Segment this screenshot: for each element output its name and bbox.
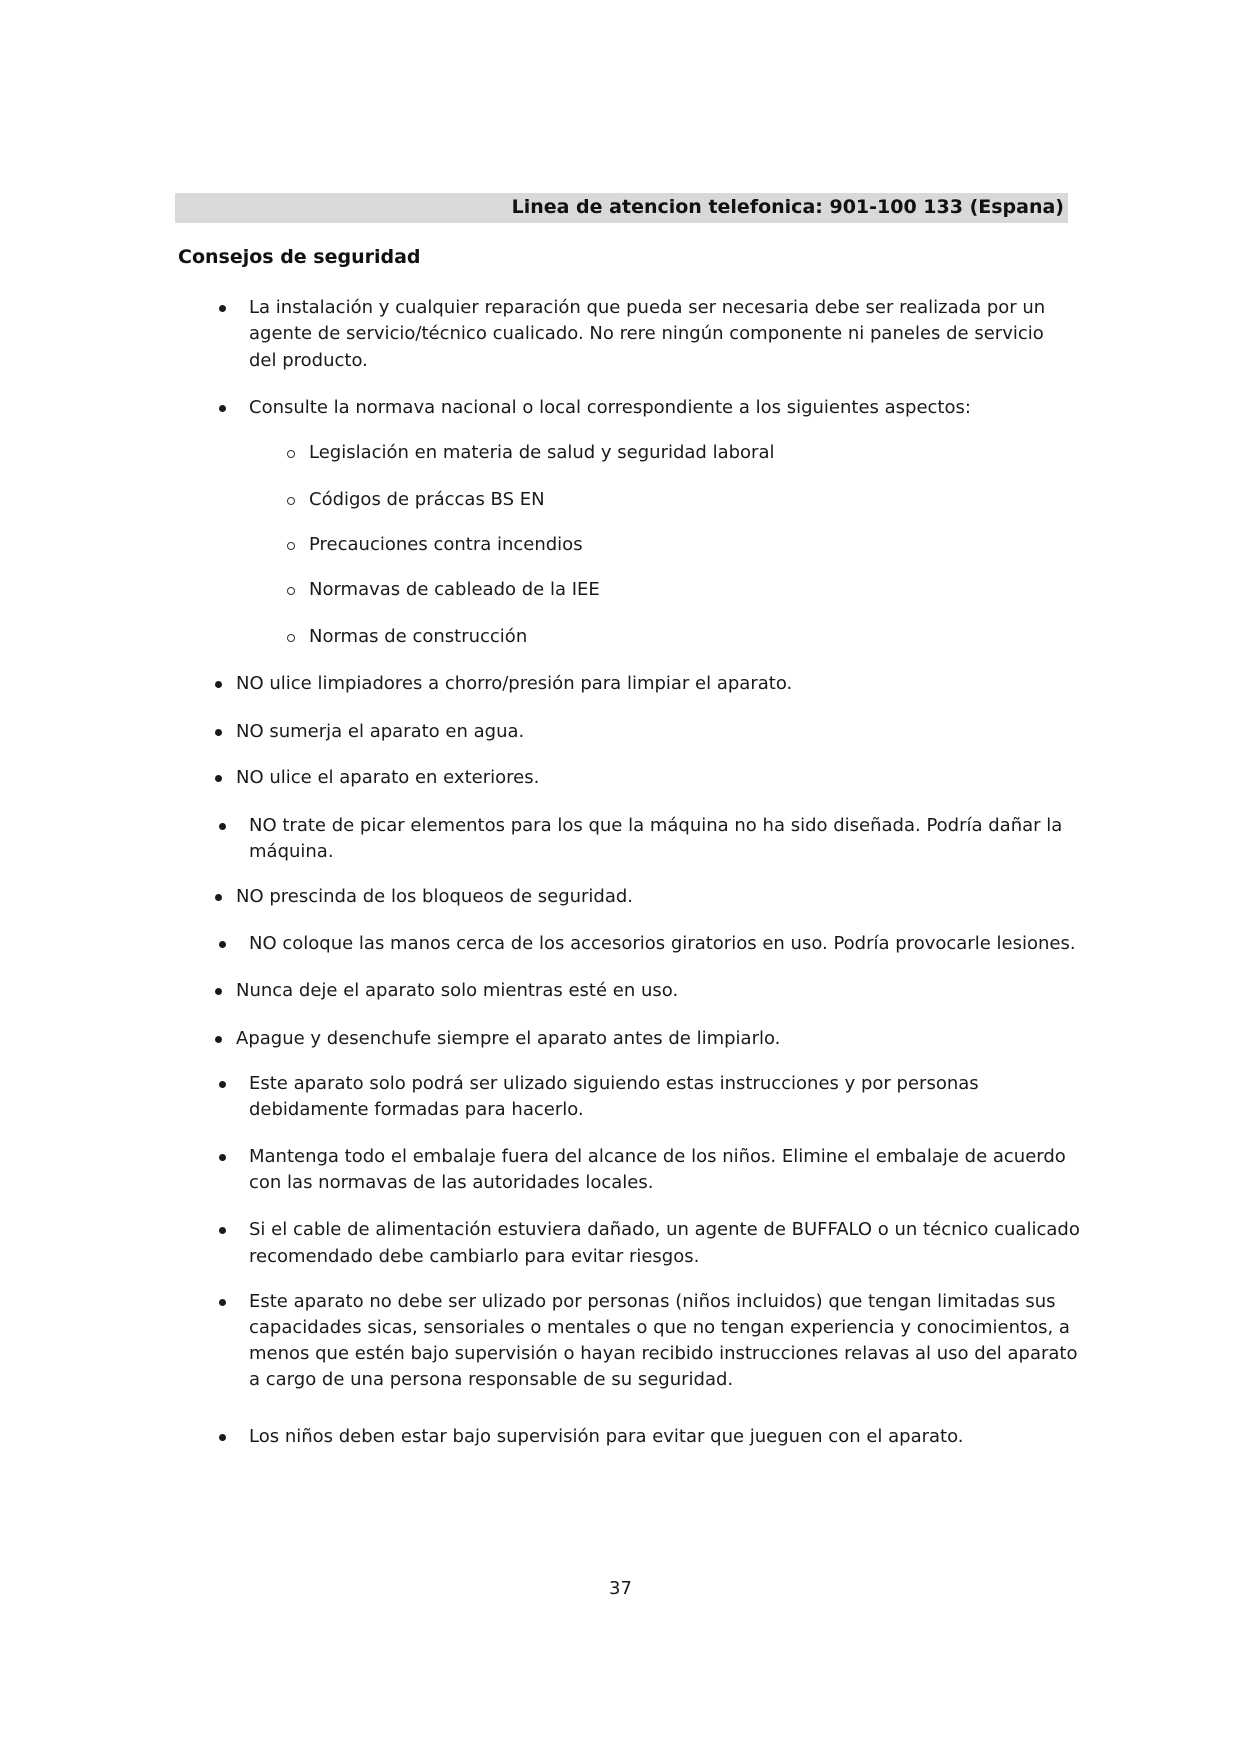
circle-bullet-icon (287, 542, 295, 550)
bullet-icon (219, 1081, 226, 1088)
bullet-icon (215, 729, 222, 736)
list-item-line: Mantenga todo el embalaje fuera del alcance de los niños. Elimine el embalaje de acuerdo (249, 1146, 1066, 1167)
list-item-line: NO ulice el aparato en exteriores. (236, 767, 540, 788)
list-item-line: capacidades sicas, sensoriales o mentales o que no tengan experiencia y conocimientos, a (249, 1317, 1070, 1338)
hotline-text: Linea de atencion telefonica: 901-100 133 (Espana) (511, 196, 1064, 218)
page-number: 37 (609, 1578, 632, 1599)
list-item-line: NO ulice limpiadores a chorro/presión para limpiar el aparato. (236, 673, 793, 694)
list-item-line: del producto. (249, 350, 368, 371)
list-item-line: agente de servicio/técnico cualicado. No rere ningún componente ni paneles de servicio (249, 323, 1044, 344)
circle-bullet-icon (287, 450, 295, 458)
list-item-line: Este aparato solo podrá ser ulizado siguiendo estas instrucciones y por personas (249, 1073, 979, 1094)
bullet-icon (215, 681, 222, 688)
sub-list-item-text: Normas de construcción (309, 626, 528, 647)
list-item-line: NO prescinda de los bloqueos de seguridad. (236, 886, 634, 907)
bullet-icon (219, 1227, 226, 1234)
list-item-line: a cargo de una persona responsable de su seguridad. (249, 1369, 734, 1390)
list-item-line: Consulte la normava nacional o local correspondiente a los siguientes aspectos: (249, 397, 971, 418)
sub-list-item-text: Códigos de práccas BS EN (309, 489, 545, 510)
list-item-line: La instalación y cualquier reparación que pueda ser necesaria debe ser realizada por un (249, 297, 1046, 318)
list-item-line: con las normavas de las autoridades locales. (249, 1172, 654, 1193)
bullet-icon (215, 988, 222, 995)
list-item-line: máquina. (249, 841, 334, 862)
list-item-line: debidamente formadas para hacerlo. (249, 1099, 584, 1120)
circle-bullet-icon (287, 634, 295, 642)
list-item-line: Los niños deben estar bajo supervisión para evitar que jueguen con el aparato. (249, 1426, 964, 1447)
circle-bullet-icon (287, 497, 295, 505)
bullet-icon (215, 1036, 222, 1043)
sub-list-item-text: Precauciones contra incendios (309, 534, 583, 555)
sub-list-item-text: Legislación en materia de salud y seguridad laboral (309, 442, 775, 463)
bullet-icon (215, 894, 222, 901)
bullet-icon (219, 941, 226, 948)
list-item-line: menos que estén bajo supervisión o hayan recibido instrucciones relavas al uso del aparato (249, 1343, 1078, 1364)
sub-list-item-text: Normavas de cableado de la IEE (309, 579, 600, 600)
bullet-icon (219, 1299, 226, 1306)
section-title: Consejos de seguridad (178, 246, 421, 268)
bullet-icon (215, 775, 222, 782)
list-item-line: recomendado debe cambiarlo para evitar riesgos. (249, 1246, 700, 1267)
list-item-line: Apague y desenchufe siempre el aparato antes de limpiarlo. (236, 1028, 781, 1049)
bullet-icon (219, 1434, 226, 1441)
list-item-line: Nunca deje el aparato solo mientras esté en uso. (236, 980, 679, 1001)
bullet-icon (219, 823, 226, 830)
list-item-line: NO trate de picar elementos para los que la máquina no ha sido diseñada. Podría dañar la (249, 815, 1063, 836)
bullet-icon (219, 405, 226, 412)
bullet-icon (219, 1154, 226, 1161)
circle-bullet-icon (287, 587, 295, 595)
list-item-line: Si el cable de alimentación estuviera dañado, un agente de BUFFALO o un técnico cualicado (249, 1219, 1080, 1240)
hotline-header-bar (175, 193, 1068, 223)
list-item-line: NO coloque las manos cerca de los accesorios giratorios en uso. Podría provocarle lesiones. (249, 933, 1076, 954)
list-item-line: NO sumerja el aparato en agua. (236, 721, 525, 742)
list-item-line: Este aparato no debe ser ulizado por personas (niños incluidos) que tengan limitadas sus (249, 1291, 1056, 1312)
bullet-icon (219, 305, 226, 312)
